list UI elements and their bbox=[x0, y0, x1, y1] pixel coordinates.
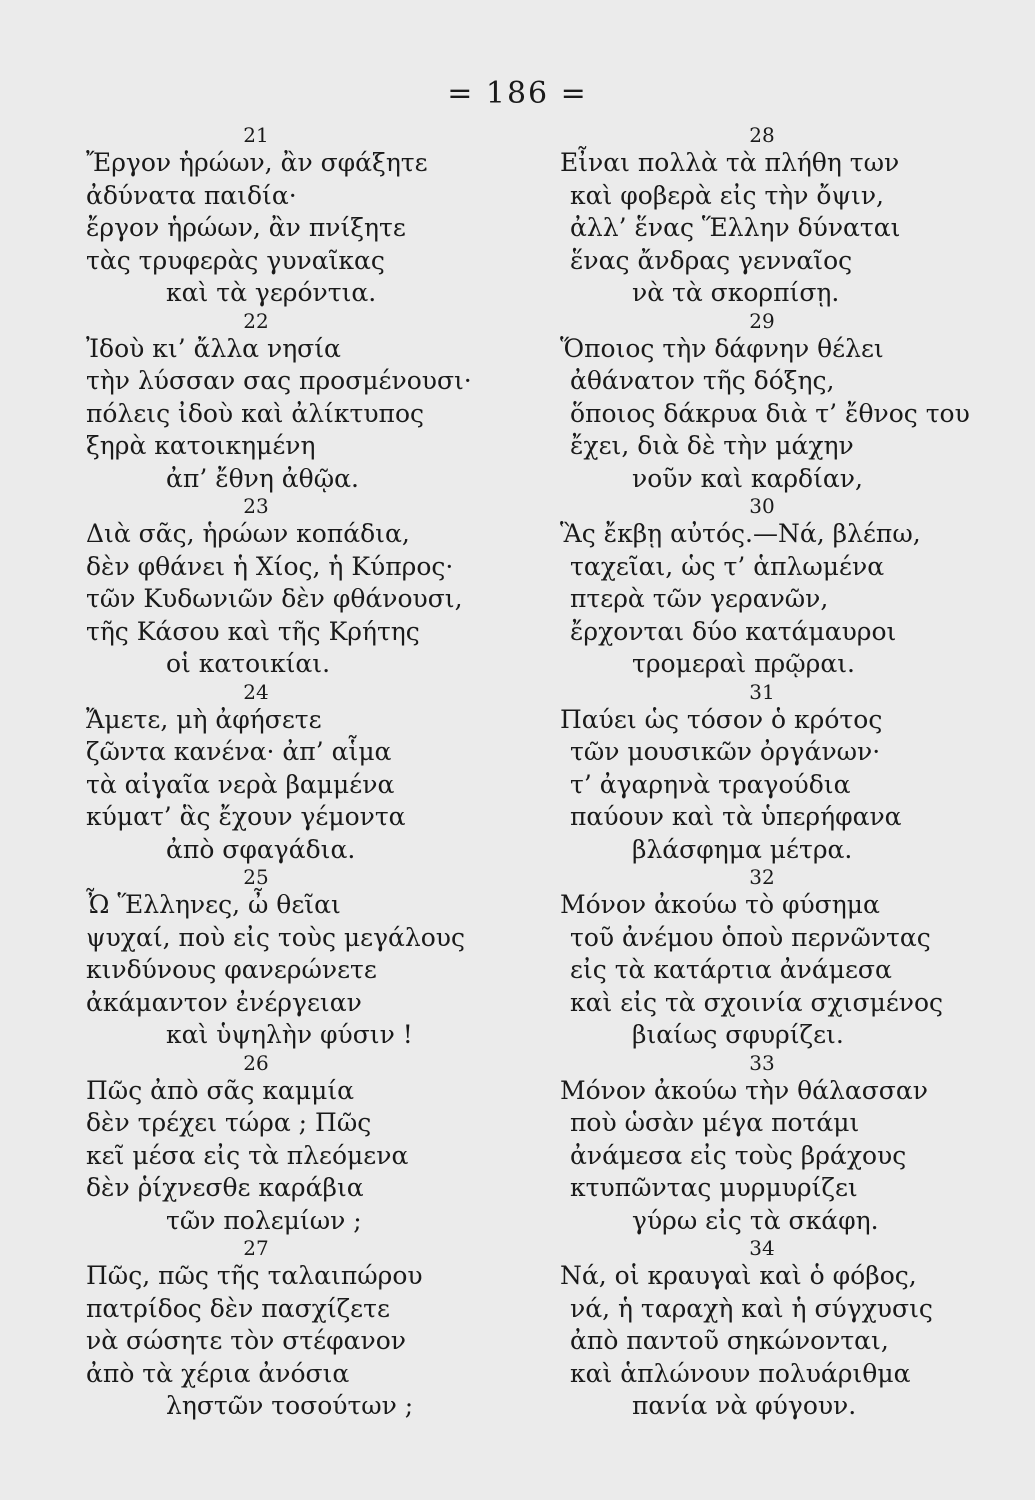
verse-line: παύουν καὶ τὰ ὑπερήφανα bbox=[570, 802, 902, 831]
stanza bbox=[552, 681, 982, 867]
verse-line: Ἃς ἔκβῃ αὐτός.—Νά, βλέπω, bbox=[560, 519, 921, 548]
verse-line: Ἔργον ἡρώων, ἂν σφάξητε bbox=[86, 148, 428, 177]
verse-line: κεῖ μέσα εἰς τὰ πλεόμενα bbox=[86, 1140, 409, 1170]
verse-line: τρομεραὶ πρῷραι. bbox=[632, 649, 855, 678]
stanza-number: 24 bbox=[243, 679, 269, 704]
stanza bbox=[76, 866, 516, 1052]
stanza-number: 28 bbox=[749, 123, 775, 147]
verse-line: εἰς τὰ κατάρτια ἀνάμεσα bbox=[570, 955, 892, 984]
verse-line: ἀδύνατα παιδία· bbox=[86, 180, 297, 210]
verse-line: ταχεῖαι, ὡς τ’ ἁπλωμένα bbox=[570, 551, 885, 581]
stanza bbox=[76, 495, 516, 681]
stanza bbox=[552, 124, 982, 310]
verse-line: ἔχει, διὰ δὲ τὴν μάχην bbox=[570, 431, 854, 460]
verse-line: καὶ εἰς τὰ σχοινία σχισμένος bbox=[570, 987, 944, 1017]
stanza-number: 27 bbox=[243, 1236, 269, 1260]
verse-line: τῆς Κάσου καὶ τῆς Κρήτης bbox=[86, 616, 420, 646]
stanza-number: 31 bbox=[749, 679, 775, 704]
verse-line: ἀπὸ σφαγάδια. bbox=[166, 834, 356, 864]
verse-line: ἔρχονται δύο κατάμαυροι bbox=[570, 616, 897, 646]
verse-line: ἀπὸ παντοῦ σηκώνονται, bbox=[570, 1326, 889, 1355]
verse-line: Νά, οἱ κραυγαὶ καὶ ὁ φόβος, bbox=[560, 1261, 917, 1290]
verse-line: νὰ τὰ σκορπίσῃ. bbox=[632, 278, 840, 307]
verse-line: Ὦ Ἕλληνες, ὦ θεῖαι bbox=[86, 890, 341, 919]
verse-line: Μόνον ἀκούω τὸ φύσημα bbox=[560, 890, 880, 919]
stanza bbox=[552, 1237, 982, 1423]
verse-line: ξηρὰ κατοικημένη bbox=[86, 431, 316, 460]
stanza bbox=[76, 310, 516, 496]
stanza bbox=[552, 866, 982, 1052]
verse-line: νοῦν καὶ καρδίαν, bbox=[632, 463, 863, 493]
stanza bbox=[76, 681, 516, 867]
verse-line: καὶ ἁπλώνουν πολυάριθμα bbox=[570, 1358, 911, 1388]
verse-line: ποὺ ὡσὰν μέγα ποτάμι bbox=[570, 1108, 860, 1137]
verse-line: δὲν ῥίχνεσθε καράβια bbox=[86, 1173, 364, 1202]
verse-line: ὅποιος δάκρυα διὰ τ’ ἔθνος του bbox=[570, 398, 970, 428]
verse-line: νὰ σώσητε τὸν στέφανον bbox=[86, 1326, 406, 1355]
verse-line: δὲν φθάνει ἡ Χίος, ἡ Κύπρος· bbox=[86, 551, 454, 581]
verse-line: νά, ἡ ταραχὴ καὶ ἡ σύγχυσις bbox=[570, 1293, 933, 1323]
verse-line: Παύει ὡς τόσον ὁ κρότος bbox=[560, 704, 883, 734]
verse-line: τῶν πολεμίων ; bbox=[166, 1205, 362, 1235]
right-column bbox=[552, 124, 982, 1423]
verse-line: ἀνάμεσα εἰς τοὺς βράχους bbox=[570, 1140, 907, 1170]
verse-line: κινδύνους φανερώνετε bbox=[86, 955, 377, 984]
stanza bbox=[76, 1052, 516, 1238]
verse-line: τὴν λύσσαν σας προσμένουσι· bbox=[86, 366, 472, 395]
verse-line: ἀπ’ ἔθνη ἀθῷα. bbox=[166, 463, 359, 493]
verse-line: πανία νὰ φύγουν. bbox=[632, 1391, 857, 1420]
stanza bbox=[552, 1052, 982, 1238]
stanza bbox=[76, 1237, 516, 1423]
verse-line: τὰ αἰγαῖα νερὰ βαμμένα bbox=[86, 769, 395, 799]
verse-line: καὶ τὰ γερόντια. bbox=[166, 278, 377, 307]
stanza-number: 22 bbox=[243, 308, 269, 333]
verse-line: Ἰδοὺ κι’ ἄλλα νησία bbox=[86, 333, 341, 363]
stanza-number: 26 bbox=[243, 1050, 269, 1075]
verse-line: γύρω εἰς τὰ σκάφη. bbox=[632, 1205, 879, 1235]
verse-line: οἱ κατοικίαι. bbox=[166, 649, 331, 678]
verse-line: δὲν τρέχει τώρα ; Πῶς bbox=[86, 1108, 372, 1137]
stanza-number: 30 bbox=[749, 494, 775, 518]
stanza bbox=[552, 495, 982, 681]
stanza bbox=[76, 124, 516, 310]
verse-line: Πῶς, πῶς τῆς ταλαιπώρου bbox=[86, 1261, 423, 1290]
verse-line: ἀπὸ τὰ χέρια ἀνόσια bbox=[86, 1358, 350, 1388]
verse-line: πτερὰ τῶν γερανῶν, bbox=[570, 584, 829, 613]
stanza-number: 33 bbox=[749, 1050, 775, 1075]
stanza bbox=[552, 310, 982, 496]
verse-line: βλάσφημα μέτρα. bbox=[632, 834, 853, 864]
verse-line: τῶν Κυδωνιῶν δὲν φθάνουσι, bbox=[86, 584, 463, 613]
stanza-number: 25 bbox=[243, 865, 269, 889]
verse-line: βιαίως σφυρίζει. bbox=[632, 1020, 844, 1049]
verse-line: ζῶντα κανένα· ἀπ’ αἷμα bbox=[86, 737, 392, 766]
verse-line: τὰς τρυφερὰς γυναῖκας bbox=[86, 245, 385, 275]
verse-line: τ’ ἀγαρηνὰ τραγούδια bbox=[570, 769, 851, 799]
verse-line: τῶν μουσικῶν ὀργάνων· bbox=[570, 737, 881, 766]
verse-line: Πῶς ἀπὸ σᾶς καμμία bbox=[86, 1075, 355, 1105]
stanza-number: 23 bbox=[243, 494, 269, 518]
left-column bbox=[76, 124, 516, 1423]
verse-line: καὶ ὑψηλὴν φύσιν ! bbox=[166, 1020, 413, 1049]
verse-line: καὶ φοβερὰ εἰς τὴν ὄψιν, bbox=[570, 180, 885, 210]
verse-line: ἀθάνατον τῆς δόξης, bbox=[570, 366, 835, 395]
verse-line: τοῦ ἀνέμου ὁποὺ περνῶντας bbox=[570, 922, 931, 952]
verse-line: πατρίδος δὲν πασχίζετε bbox=[86, 1293, 390, 1323]
page-number: = 186 = bbox=[447, 76, 588, 111]
verse-line: ἔργον ἡρώων, ἂν πνίξητε bbox=[86, 213, 406, 242]
stanza-number: 32 bbox=[749, 865, 775, 889]
verse-line: κύματ’ ἃς ἔχουν γέμοντα bbox=[86, 802, 406, 831]
verse-line: ἕνας ἄνδρας γενναῖος bbox=[570, 245, 853, 275]
verse-line: Εἶναι πολλὰ τὰ πλήθη των bbox=[560, 148, 900, 177]
verse-line: Ὅποιος τὴν δάφνην θέλει bbox=[560, 333, 884, 363]
verse-line: ληστῶν τοσούτων ; bbox=[166, 1391, 414, 1420]
verse-line: ψυχαί, ποὺ εἰς τοὺς μεγάλους bbox=[86, 922, 466, 952]
verse-line: κτυπῶντας μυρμυρίζει bbox=[570, 1173, 858, 1202]
verse-line: πόλεις ἰδοὺ καὶ ἀλίκτυπος bbox=[86, 398, 425, 428]
stanza-number: 21 bbox=[243, 123, 269, 147]
stanza-number: 29 bbox=[749, 308, 775, 333]
stanza-number: 34 bbox=[749, 1236, 775, 1260]
verse-line: ἀλλ’ ἕνας Ἕλλην δύναται bbox=[570, 213, 901, 242]
verse-line: ἀκάμαντον ἐνέργειαν bbox=[86, 987, 362, 1017]
verse-line: Διὰ σᾶς, ἡρώων κοπάδια, bbox=[86, 519, 410, 548]
verse-line: Μόνον ἀκούω τὴν θάλασσαν bbox=[560, 1075, 928, 1105]
verse-line: Ἄμετε, μὴ ἀφήσετε bbox=[86, 704, 322, 734]
